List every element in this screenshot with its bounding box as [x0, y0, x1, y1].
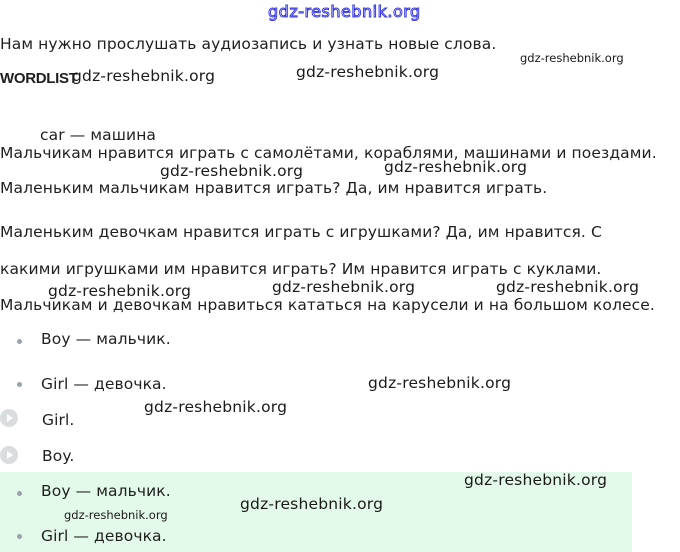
watermark: gdz-reshebnik.org: [240, 495, 384, 513]
highlight-item: Boy — мальчик.: [41, 482, 171, 500]
watermark: gdz-reshebnik.org: [144, 398, 288, 416]
audio-item-label: Boy.: [42, 447, 75, 465]
paragraph-line: Маленьким девочкам нравится играть с игрушками? Да, им нравится. С: [0, 223, 602, 241]
vocab-item: Boy — мальчик.: [41, 330, 171, 348]
watermark: gdz-reshebnik.org: [64, 508, 168, 522]
watermark: gdz-reshebnik.org: [272, 278, 416, 296]
watermark: gdz-reshebnik.org: [72, 67, 216, 85]
paragraph-line: какими игрушками им нравится играть? Им нравится играть с куклами.: [0, 260, 602, 278]
paragraph-line: Мальчикам нравится играть с самолётами, кораблями, машинами и поездами.: [0, 144, 657, 162]
bullet-dot: [17, 491, 22, 496]
watermark: gdz-reshebnik.org: [160, 162, 304, 180]
play-button[interactable]: [0, 409, 18, 431]
play-icon: [0, 409, 18, 427]
wordlist-heading: WORDLIST: [0, 70, 78, 87]
bullet-dot: [17, 534, 22, 539]
play-button[interactable]: [0, 446, 18, 468]
play-icon: [0, 446, 18, 464]
watermark: gdz-reshebnik.org: [496, 278, 640, 296]
intro-text: Нам нужно прослушать аудиозапись и узнать новые слова.: [0, 35, 497, 53]
watermark: gdz-reshebnik.org: [368, 374, 512, 392]
watermark: gdz-reshebnik.org: [296, 63, 440, 81]
clipped-wordlist-line: car — машина: [40, 126, 157, 144]
watermark: gdz-reshebnik.org: [48, 282, 192, 300]
paragraph-line: Мальчикам и девочкам нравиться кататься на карусели и на большом колесе.: [0, 296, 655, 314]
highlight-item: Girl — девочка.: [41, 527, 167, 545]
paragraph-line: Маленьким мальчикам нравится играть? Да, им нравится играть.: [0, 179, 548, 197]
bullet-dot: [17, 339, 22, 344]
audio-item-label: Girl.: [42, 411, 75, 429]
bullet-dot: [17, 382, 22, 387]
watermark: gdz-reshebnik.org: [384, 158, 528, 176]
watermark-top: gdz-reshebnik.org: [268, 2, 421, 21]
watermark: gdz-reshebnik.org: [464, 471, 608, 489]
watermark: gdz-reshebnik.org: [520, 51, 624, 65]
vocab-item: Girl — девочка.: [41, 375, 167, 393]
